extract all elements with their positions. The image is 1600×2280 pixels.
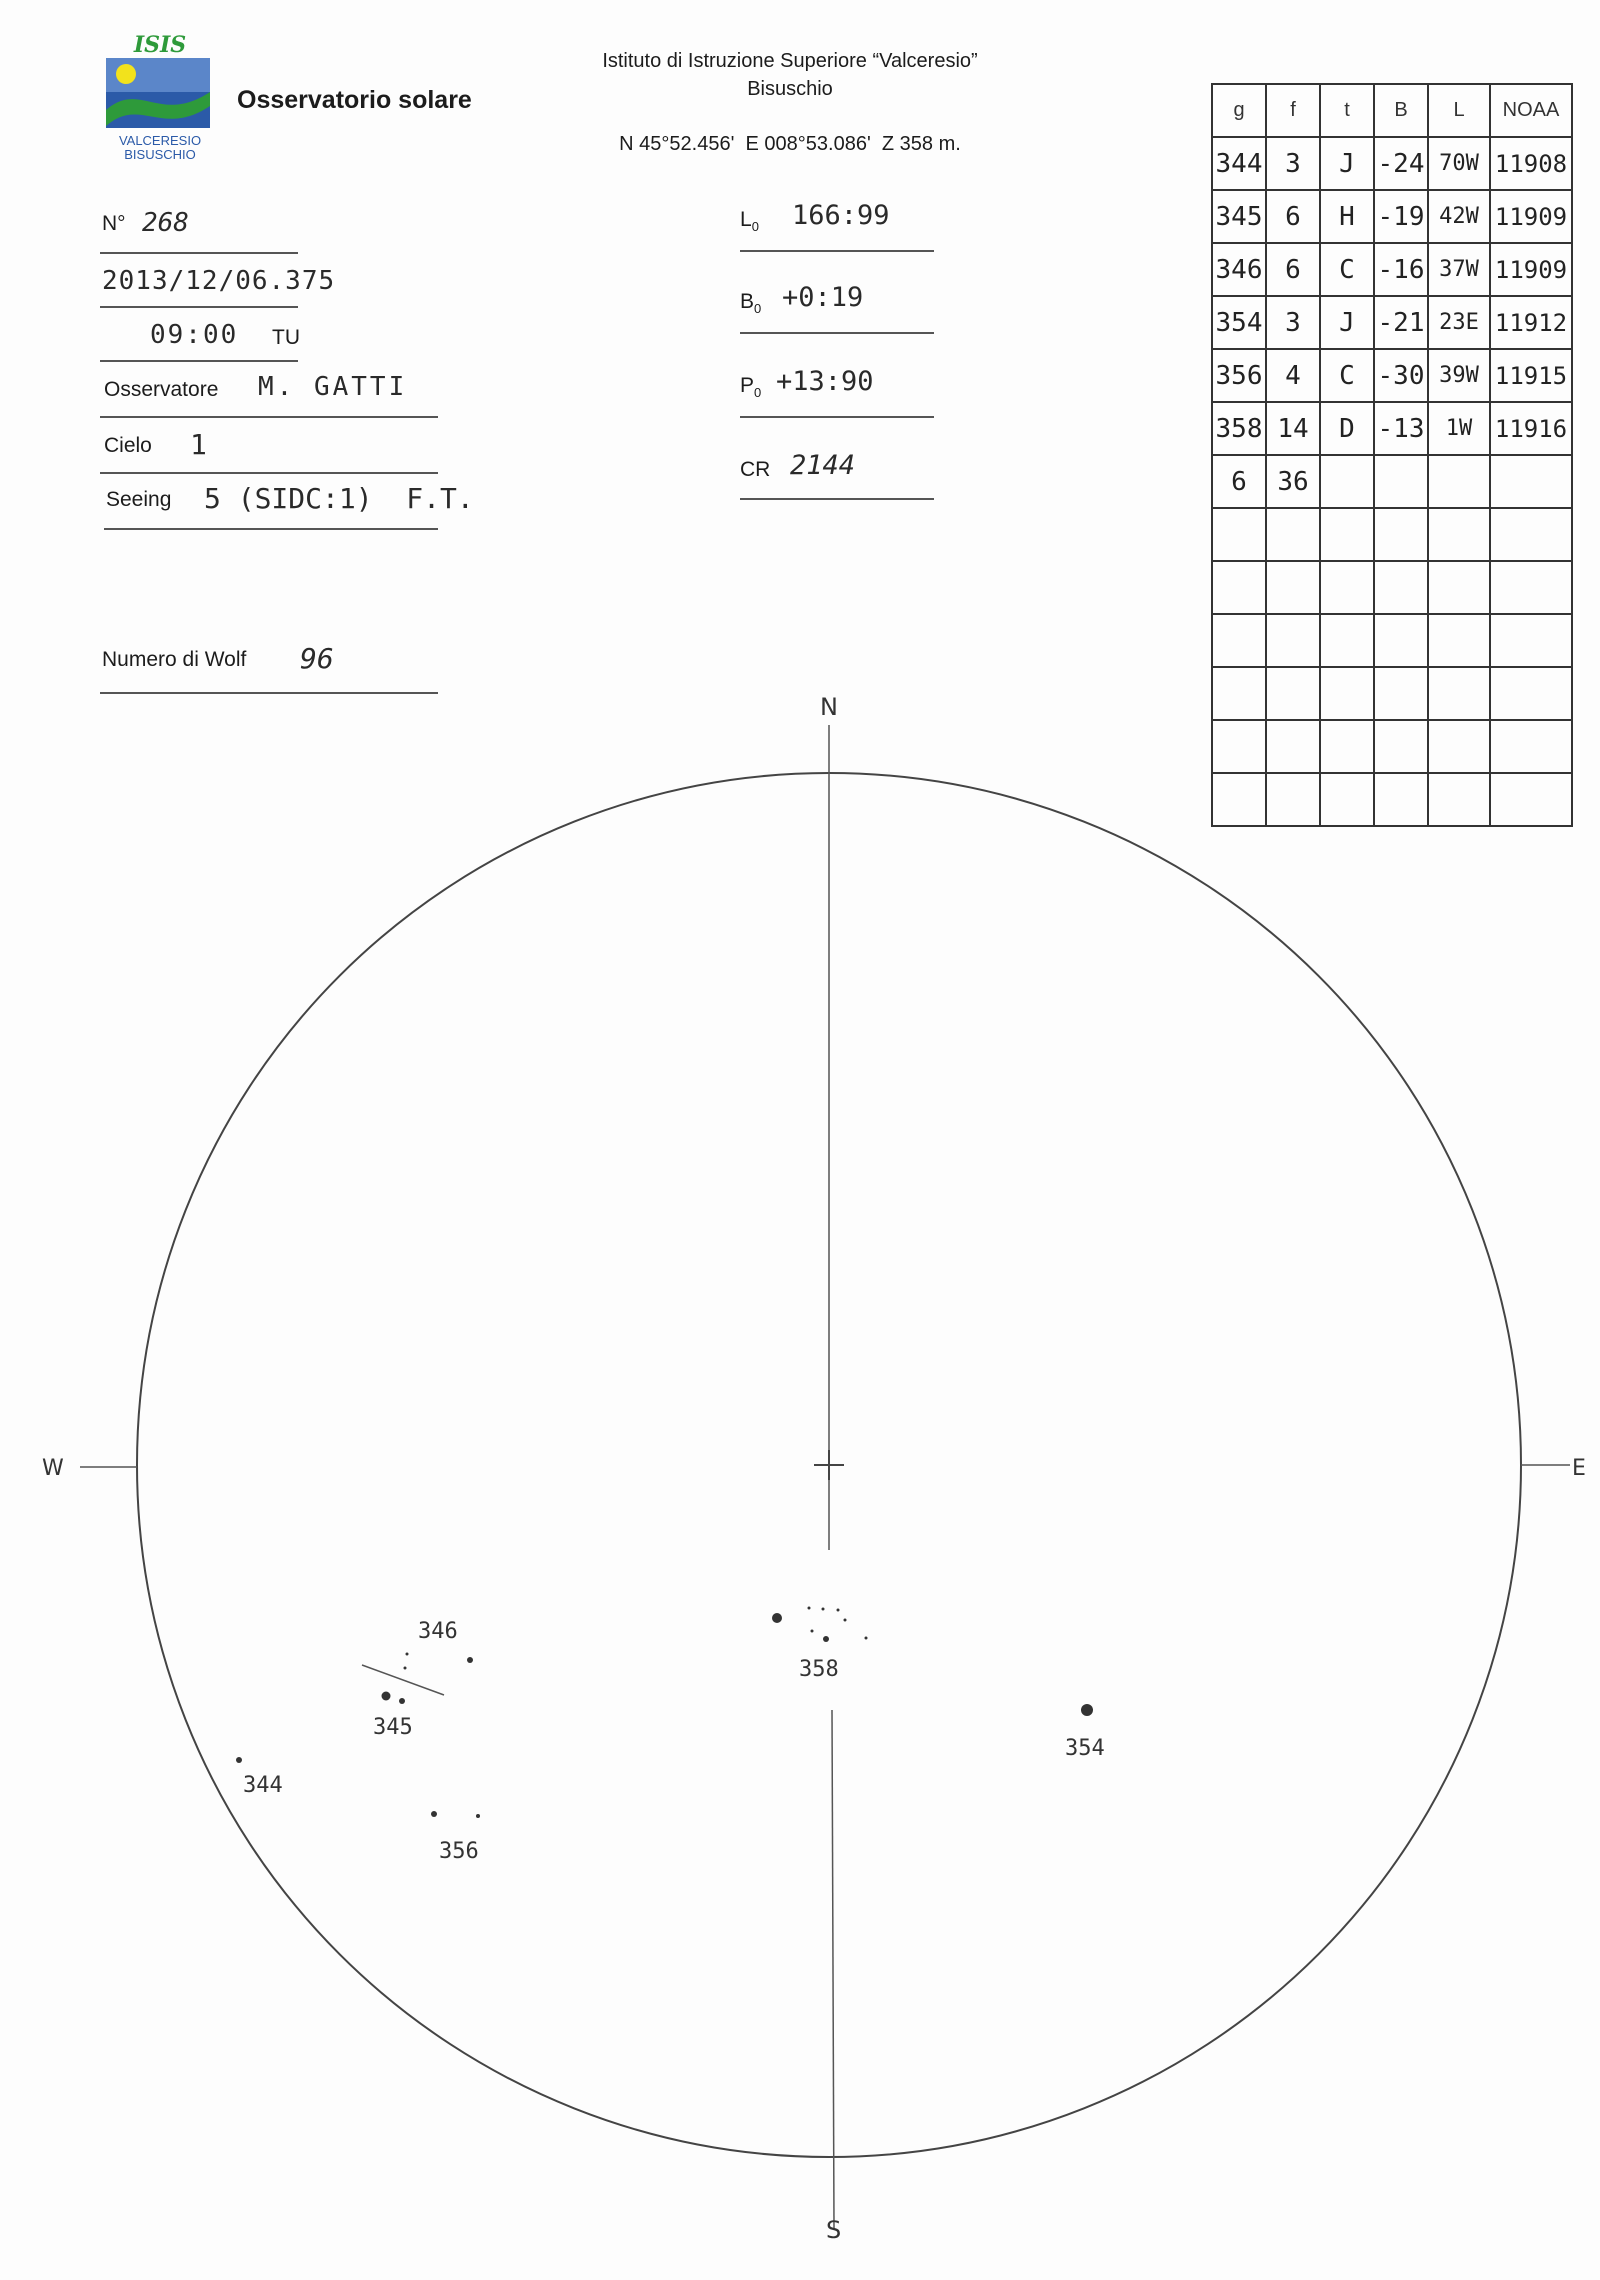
cell-group: 346 — [1212, 243, 1266, 296]
sunspot — [404, 1667, 407, 1670]
cell-type: J — [1320, 296, 1374, 349]
time-unit: TU — [272, 326, 300, 349]
sunspot — [823, 1636, 829, 1642]
table-row — [1212, 508, 1572, 561]
rule — [100, 306, 298, 308]
wolf-value: 96 — [300, 642, 334, 675]
observer-value: M. GATTI — [258, 372, 408, 402]
rule — [100, 360, 298, 362]
sunspot — [808, 1607, 811, 1610]
cell-noaa — [1490, 455, 1572, 508]
sunspot — [399, 1698, 405, 1704]
b0-letter: B — [740, 290, 755, 313]
isis-logo — [100, 30, 220, 170]
south-label: S — [826, 2216, 842, 2244]
sunspot — [431, 1811, 437, 1817]
cell-type: C — [1320, 349, 1374, 402]
cell-spots — [1266, 508, 1320, 561]
cell-longitude: 37W — [1428, 243, 1490, 296]
number-label: N° — [102, 212, 126, 235]
north-south-axis-bottom — [832, 1710, 834, 2228]
cell-longitude — [1428, 614, 1490, 667]
cell-latitude: -13 — [1374, 402, 1428, 455]
cell-latitude: -21 — [1374, 296, 1428, 349]
cell-noaa: 11915 — [1490, 349, 1572, 402]
observatory-coordinates: N 45°52.456' E 008°53.086' Z 358 m. — [619, 133, 961, 155]
l0-value: 166:99 — [792, 200, 890, 231]
cell-latitude: -24 — [1374, 137, 1428, 190]
sunspot — [467, 1657, 473, 1663]
cell-longitude — [1428, 455, 1490, 508]
l0-subscript: 0 — [751, 219, 759, 235]
cell-latitude: -16 — [1374, 243, 1428, 296]
cell-longitude: 39W — [1428, 349, 1490, 402]
cell-noaa: 11912 — [1490, 296, 1572, 349]
b0-label — [740, 290, 761, 316]
seeing-label: Seeing — [106, 488, 172, 511]
header-noaa: NOAA — [1490, 84, 1572, 137]
sunspot — [837, 1609, 840, 1612]
cell-group: 356 — [1212, 349, 1266, 402]
cell-group: 354 — [1212, 296, 1266, 349]
group-label-356: 356 — [439, 1839, 479, 1864]
cell-spots: 4 — [1266, 349, 1320, 402]
rule — [740, 498, 934, 500]
group-345-line — [362, 1665, 444, 1695]
cell-spots: 3 — [1266, 137, 1320, 190]
west-label: W — [42, 1456, 64, 1481]
cell-spots — [1266, 614, 1320, 667]
cell-type — [1320, 614, 1374, 667]
table-header-row — [1212, 84, 1572, 137]
sunspot — [1081, 1704, 1093, 1716]
sunspot — [865, 1637, 868, 1640]
solar-disk-diagram — [0, 680, 1600, 2280]
rule — [100, 252, 298, 254]
rule — [100, 416, 438, 418]
cell-group: 358 — [1212, 402, 1266, 455]
cell-noaa — [1490, 508, 1572, 561]
cell-spots: 6 — [1266, 243, 1320, 296]
cell-type: C — [1320, 243, 1374, 296]
cr-label: CR — [740, 458, 771, 481]
header-g: g — [1212, 84, 1266, 137]
cell-latitude — [1374, 614, 1428, 667]
cell-noaa: 11909 — [1490, 190, 1572, 243]
cell-latitude: -30 — [1374, 349, 1428, 402]
rule — [104, 528, 438, 530]
observer-label: Osservatore — [104, 378, 219, 401]
cell-spots: 6 — [1266, 190, 1320, 243]
l0-letter: L — [740, 208, 752, 231]
table-row — [1212, 190, 1572, 243]
table-row — [1212, 402, 1572, 455]
p0-label — [740, 374, 761, 400]
table-row — [1212, 349, 1572, 402]
p0-letter: P — [740, 374, 755, 397]
sunspot — [382, 1692, 391, 1701]
cell-type — [1320, 455, 1374, 508]
table-row — [1212, 561, 1572, 614]
rule — [740, 416, 934, 418]
cell-group: 344 — [1212, 137, 1266, 190]
number-value: 268 — [142, 208, 189, 238]
cell-spots — [1266, 561, 1320, 614]
sunspot — [236, 1757, 242, 1763]
sunspot — [476, 1814, 480, 1818]
table-row — [1212, 243, 1572, 296]
cell-longitude: 42W — [1428, 190, 1490, 243]
cell-longitude — [1428, 561, 1490, 614]
cell-longitude: 23E — [1428, 296, 1490, 349]
institute-town: Bisuschio — [747, 78, 833, 100]
group-label-358: 358 — [799, 1657, 839, 1682]
logo-line-1: VALCERESIO — [118, 133, 202, 148]
cell-latitude: -19 — [1374, 190, 1428, 243]
logo-wordmark: ISIS — [133, 32, 187, 58]
observatory-title: Osservatorio solare — [237, 86, 472, 114]
cell-latitude — [1374, 508, 1428, 561]
table-row — [1212, 296, 1572, 349]
logo-line-2: BISUSCHIO — [124, 147, 196, 162]
cell-noaa: 11909 — [1490, 243, 1572, 296]
header-b: B — [1374, 84, 1428, 137]
sunspot — [811, 1630, 814, 1633]
cell-spots: 36 — [1266, 455, 1320, 508]
cell-type — [1320, 508, 1374, 561]
east-label: E — [1572, 1456, 1586, 1481]
cell-noaa — [1490, 614, 1572, 667]
cell-spots: 3 — [1266, 296, 1320, 349]
cell-longitude: 70W — [1428, 137, 1490, 190]
cr-value: 2144 — [790, 450, 856, 481]
cell-noaa: 11916 — [1490, 402, 1572, 455]
seeing-value: 5 (SIDC:1) F.T. — [204, 482, 474, 515]
cell-latitude — [1374, 561, 1428, 614]
sky-value: 1 — [190, 428, 207, 461]
sunspot — [406, 1653, 409, 1656]
cell-noaa — [1490, 561, 1572, 614]
b0-value: +0:19 — [782, 282, 864, 313]
rule — [740, 332, 934, 334]
table-row — [1212, 614, 1572, 667]
table-row — [1212, 455, 1572, 508]
group-label-346: 346 — [418, 1619, 458, 1644]
header-f: f — [1266, 84, 1320, 137]
cell-longitude: 1W — [1428, 402, 1490, 455]
cell-group — [1212, 614, 1266, 667]
header-t: t — [1320, 84, 1374, 137]
l0-label — [740, 208, 759, 234]
cell-type — [1320, 561, 1374, 614]
sunspot — [844, 1619, 847, 1622]
institute-name: Istituto di Istruzione Superiore “Valceresio” — [602, 50, 978, 72]
time-value: 09:00 — [150, 320, 239, 350]
group-label-345: 345 — [373, 1715, 413, 1740]
group-label-354: 354 — [1065, 1736, 1105, 1761]
cell-group: 345 — [1212, 190, 1266, 243]
sunspot — [772, 1613, 782, 1623]
cell-group — [1212, 561, 1266, 614]
p0-value: +13:90 — [776, 366, 874, 397]
cell-type: D — [1320, 402, 1374, 455]
p0-subscript: 0 — [754, 385, 762, 401]
cell-noaa: 11908 — [1490, 137, 1572, 190]
cell-spots: 14 — [1266, 402, 1320, 455]
north-label: N — [820, 693, 838, 721]
cell-group: 6 — [1212, 455, 1266, 508]
group-label-344: 344 — [243, 1773, 283, 1798]
header-l: L — [1428, 84, 1490, 137]
date-value: 2013/12/06.375 — [102, 266, 336, 296]
rule — [100, 472, 438, 474]
cell-latitude — [1374, 455, 1428, 508]
cell-type: J — [1320, 137, 1374, 190]
cell-group — [1212, 508, 1266, 561]
sky-label: Cielo — [104, 434, 152, 457]
b0-subscript: 0 — [754, 301, 762, 317]
sunspot — [822, 1608, 825, 1611]
cell-type: H — [1320, 190, 1374, 243]
rule — [740, 250, 934, 252]
table-row — [1212, 137, 1572, 190]
cell-longitude — [1428, 508, 1490, 561]
wolf-label: Numero di Wolf — [102, 648, 247, 671]
